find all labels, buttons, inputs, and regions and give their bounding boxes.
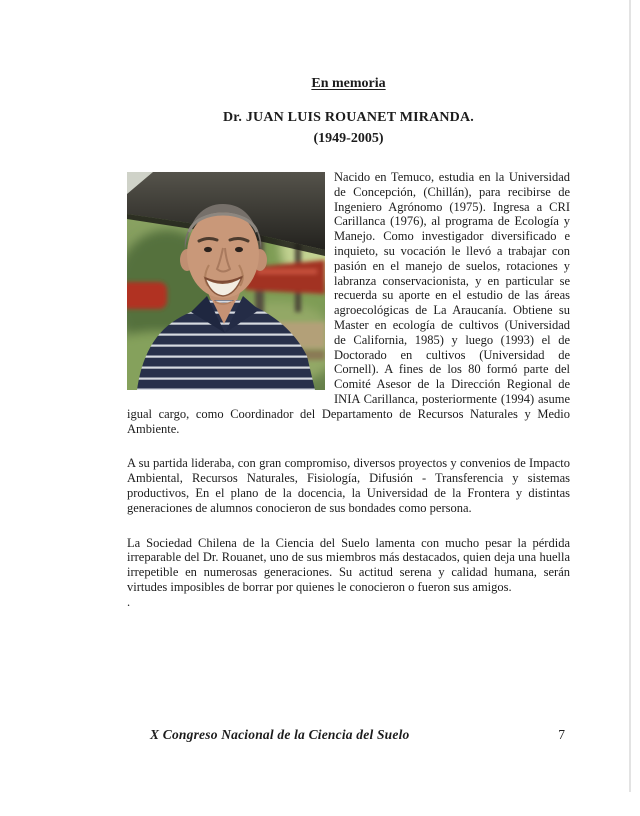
paragraph-bio: Nacido en Temuco, estudia en la Universidad de Concepción, (Chillán), para recibirse de Ingeniero Agrónomo (1975). Ingresa a CRI Carillanca (1976), al programa de Ecología y Manejo. Como investigador diversificado e inquieto, su vocación le llevó a trabajar con pasión en el manejo de suelos, rotaciones y labranza conservacionista, y en particular se recuerda su aporte en el estudio de las áreas agroecológicas de La Araucanía. Obtiene su Master en ecología de cultivos (Universidad de California, 1985) y luego (1993) el de Doctorado en cultivos (Universidad de Cornell). A fines de los 80 formó parte del Comité Asesor de la Dirección Regional de INIA Carillanca, posteriormente (1994) asume igual cargo, como Coordinador del Departamento de Recursos Naturales y Medio Ambiente.: [127, 170, 570, 436]
paragraph-projects: A su partida lideraba, con gran compromiso, diversos proyectos y convenios de Impacto Ambiental, Recursos Naturales, Fisiología, Difusión - Transferencia y sistemas productivos, En el plano de la docencia, la Universidad de la Frontera y distintas generaciones de alumnos conocieron de sus bondades como persona.: [127, 456, 570, 515]
paragraph-trailing-dot: .: [127, 594, 131, 609]
paragraph-society: La Sociedad Chilena de la Ciencia del Suelo lamenta con mucho pesar la pérdida irreparable del Dr. Rouanet, uno de sus miembros más destacados, quien deja una huella irrepetible en numerosas generaciones. Su actitud serena y calidad humana, serán virtudes imposibles de borrar por quienes le conocieron o fueron sus amigos.: [127, 535, 570, 594]
deceased-name: Dr. JUAN LUIS ROUANET MIRANDA.: [222, 110, 475, 125]
page-footer: [127, 727, 570, 747]
congress-title: X Congreso Nacional de la Ciencia del Suelo: [150, 727, 410, 742]
page-header: [127, 76, 570, 147]
years-range: (1949-2005): [313, 131, 384, 146]
page-number: 7: [558, 727, 565, 742]
portrait-photo: [127, 172, 325, 390]
scan-artifact-line: [629, 0, 631, 792]
memorial-heading: En memoria: [311, 76, 386, 91]
memorial-body: [127, 170, 570, 610]
